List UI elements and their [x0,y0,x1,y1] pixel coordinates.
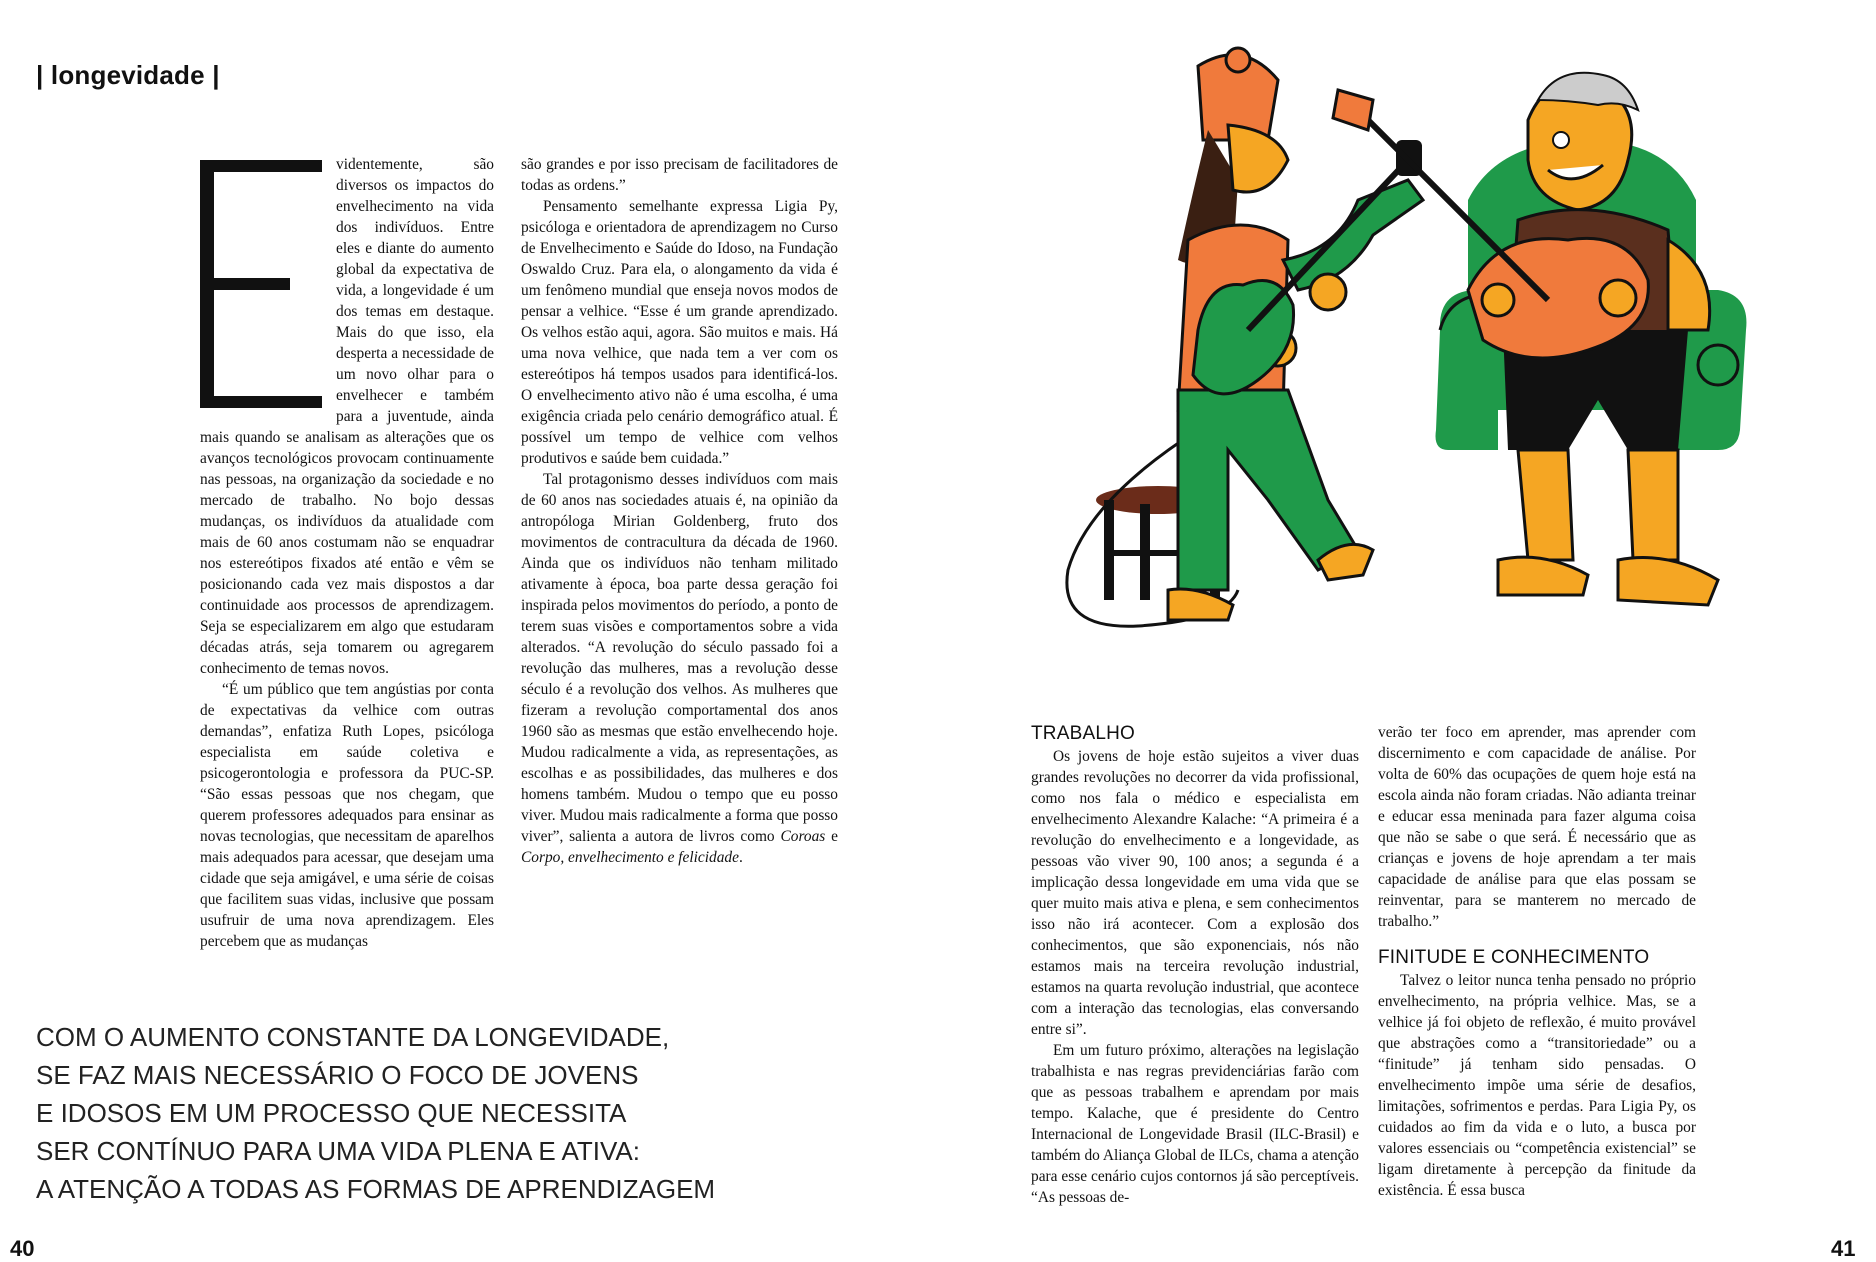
article-paragraph: Os jovens de hoje estão sujeitos a viver duas grandes revoluções no decorrer da vida profissional, como nos fala o médico e especialista em envelhecimento Alexandre Kalache: “A primeira é a revolução do envelhecimento e a longevidade, as pessoas vão viver 90, 100 anos; a segunda é a implicação dessa longevidade em uma vida que se quer muito mais ativa e plena, e sem conhecimentos isso não irá acontecer. Com a explosão dos conhecimentos, que são exponenciais, nós não estamos mais na terceira revolução industrial, estamos na quarta revolução industrial, que acontece com a interação das tecnologias, elas conversando entre si”. [1031,748,1359,1038]
guitar-players-illustration [1028,30,1858,650]
article-paragraph: verão ter foco em aprender, mas aprender com discernimento e com capacidade de análise. Por volta de 60% das ocupações de quem hoje está na escola ainda não foram criadas. Não adianta treinar e educar essa meninada para fazer alguma coisa que não se sabe o que será. É necessário que as crianças e jovens de hoje aprendam a ter mais capacidade de análise para que elas possam se reinventar, para se manterem no mercado de trabalho.” [1378,724,1696,930]
section-tag: | longevidade | [36,60,220,90]
pull-quote-line: SER CONTÍNUO PARA UMA VIDA PLENA E ATIVA: [36,1136,640,1166]
pull-quote-line: SE FAZ MAIS NECESSÁRIO O FOCO DE JOVENS [36,1060,639,1090]
pull-quote-line: A ATENÇÃO A TODAS AS FORMAS DE APRENDIZAGEM [36,1174,716,1204]
page-number-left: 40 [10,1236,35,1261]
pull-quote-line: COM O AUMENTO CONSTANTE DA LONGEVIDADE, [36,1022,670,1052]
article-column-1 [200,154,494,952]
article-paragraph: videntemente, são diversos os impactos do envelhecimento na vida dos indivíduos. Entre eles e diante do aumento global da expectativa de vida, a longevidade é um dos temas em destaque. Mais do que isso, ela desperta a necessidade de um novo olhar para o envelhecer e também para a juventude, ainda mais quando se analisam as alterações que os avanços tecnológicos provocam continuamente nas pessoas, na organização da sociedade e no mercado de trabalho. No bojo dessas mudanças, os indivíduos da atualidade com mais de 60 anos costumam não se enquadrar nos estereótipos fixados até então e vêm se posicionando cada vez mais dispostos a dar continuidade aos processos de aprendizagem. Seja se especializarem em algo que estudaram décadas atrás, seja tomarem ou agregarem conhecimento de temas novos. [200,156,494,677]
sentence-end: . [738,849,743,866]
article-column-4 [1378,722,1696,1201]
article-paragraph: Pensamento semelhante expressa Ligia Py, psicóloga e orientadora de aprendizagem no Curso de Envelhecimento e Saúde do Idoso, na Fundação Oswaldo Cruz. Para ela, o alongamento da vida é um fenômeno mundial que enseja novos modos de pensar a velhice. “Esse é um grande aprendizado. Os velhos estão aqui, agora. São muitos e mais. Há uma nova velhice, que nada tem a ver com os estereótipos há tempos usados para identificá-los. O envelhecimento ativo não é uma escolha, é uma exigência criada pelo cenário demográfico atual. É possível um tempo de velhice com velhos produtivos e saúde bem cuidada.” [521,198,838,467]
article-paragraph: Talvez o leitor nunca tenha pensado no próprio envelhecimento, na própria velhice. Mas, se a velhice já foi objeto de reflexão, é muito provável que abstrações como a “transitoriedade” ou a “finitude” já tenham sido pensadas. O envelhecimento impõe uma série de desafios, limitações, sofrimentos e perdas. Para Ligia Py, os cuidados ao fim da vida e o luto, a busca por valores essenciais ou “competência existencial” se ligam diretamente à percepção da finitude da existência. É essa busca [1378,972,1696,1199]
illustration-musicians [1028,30,1858,650]
paragraph-text: Tal protagonismo desses indivíduos com mais de 60 anos nas sociedades atuais é, na opinião da antropóloga Mirian Goldenberg, fruto dos movimentos de contracultura da década de 1960. Ainda que os indivíduos não tenham militado ativamente à época, boa parte dessa geração foi inspirada pelos movimentos do período, a ponto de terem suas visões e comportamentos sobre a vida alterados. “A revolução do século passado foi a revolução das mulheres, mas a revolução desse século é a revolução dos velhos. As mulheres que fizeram a revolução comportamental dos anos 1960 são as mesmas que estão envelhecendo hoje. Mudou radicalmente a vida, as representações, as escolhas e as possibilidades, das mulheres e dos homens também. Mudou o tempo que eu posso viver. Mudou mais radicalmente a forma que posso viver”, salienta a autora de livros como [521,471,838,845]
article-paragraph [521,469,838,868]
article-paragraph: são grandes e por isso precisam de facilitadores de todas as ordens.” [521,156,838,194]
drop-cap-letter-e [200,160,322,408]
book-title: Coroas [780,828,826,845]
book-title: Corpo, envelhecimento e felicidade [521,849,739,866]
subheading-finitude: FINITUDE E CONHECIMENTO [1378,947,1650,968]
pull-quote [36,1018,796,1208]
article-column-2 [521,154,838,868]
article-column-3 [1031,722,1359,1208]
drop-cap [200,160,322,408]
pull-quote-line: E IDOSOS EM UM PROCESSO QUE NECESSITA [36,1098,627,1128]
page-number-right: 41 [1831,1236,1856,1261]
conjunction-text: e [825,828,838,845]
article-paragraph: “É um público que tem angústias por conta de expectativas da velhice com outras demandas”, enfatiza Ruth Lopes, psicóloga especialista em saúde coletiva e psicogerontologia e professora da PUC-SP. “São essas pessoas que nos chegam, que querem professores adequados para ensinar as novas tecnologias, que necessitam de aparelhos mais adequados para acessar, que desejam uma cidade que seja amigável, e uma série de coisas que facilitem suas vidas, inclusive que possam usufruir de uma nova aprendizagem. Eles percebem que as mudanças [200,681,494,950]
article-paragraph: Em um futuro próximo, alterações na legislação trabalhista e nas regras previdenciárias farão com que as pessoas trabalhem e aprendam por mais tempo. Kalache, que é presidente do Centro Internacional de Longevidade Brasil (ILC-Brasil) e também do Aliança Global de ILCs, chama a atenção para esse cenário cujos contornos já são perceptíveis. “As pessoas de- [1031,1042,1359,1206]
subheading-trabalho: TRABALHO [1031,723,1136,744]
